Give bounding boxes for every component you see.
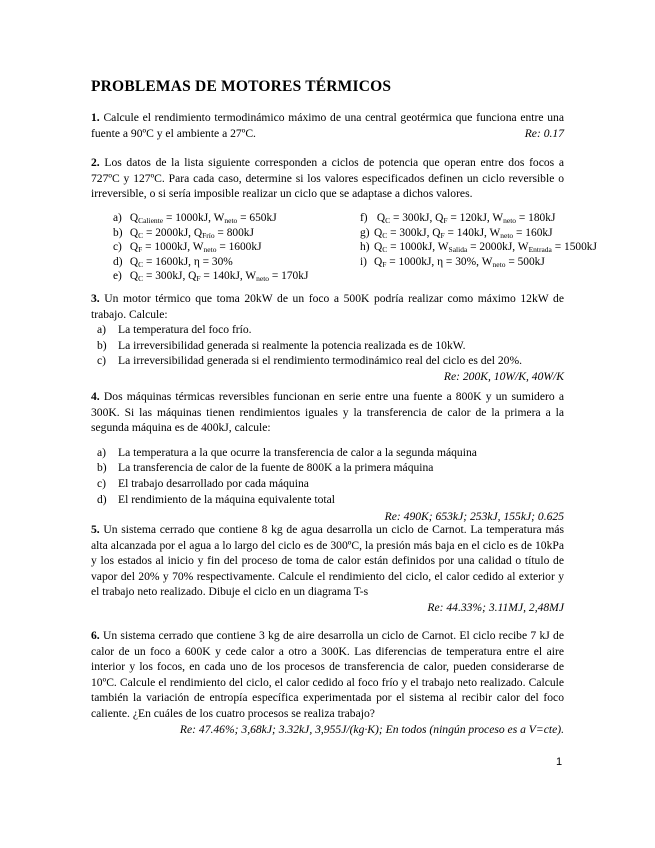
problem-6-text: Un sistema cerrado que contiene 3 kg de aire desarrolla un ciclo de Carnot. El ciclo recibe 7 kJ de calor de un foco a 600K y cede calor a otro a 300K. Las diferencias de temperatura entre el aire interior y los focos, en cada uno de los procesos de transferencia de calor, pueden considerarse de 10ºC. Calcule el rendimiento del ciclo, el calor cedido al foco frío y el trabajo neto realizado. Calcule también la variación de entropía específica experimentada por el sistema al recibir calor del foco caliente. ¿En cuáles de los cuatro procesos se realiza trabajo?: [91, 629, 564, 720]
list-item: b) La transferencia de calor de la fuente de 800K a la primera máquina: [97, 461, 434, 475]
list-item: c) El trabajo desarrollado por cada máquina: [97, 476, 309, 490]
problem-1: [91, 110, 564, 141]
problem-4-text: Dos máquinas térmicas reversibles funcionan en serie entre una fuente a 800K y un sumidero a 300K. Si las máquinas tienen rendimientos iguales y la transferencia de calor de la primera a la segunda máquina es de 400kJ, calcule:: [91, 390, 564, 435]
problem-2-row: [113, 240, 613, 255]
problem-3-number: 3.: [91, 292, 100, 305]
problem-2-item-c: c) $Q_F = 1000kJ$, $W_{neto} = 1600kJ$: [113, 241, 262, 255]
problem-4-number: 4.: [91, 390, 100, 403]
problem-3: [91, 291, 564, 385]
problem-2-item-i: i) $Q_F = 1000kJ$, η = 30%, $W_{neto} = 500kJ$: [360, 255, 545, 269]
problem-5-text: Un sistema cerrado que contiene 8 kg de agua desarrolla un ciclo de Carnot. La temperatura más alta alcanzada por el agua a lo largo del ciclo es de 300ºC, la presión más baja en el ciclo es de 10kPa y los estados al inicio y fin del proceso de toma de calor están definidos por una calidad o título de vapor del 20% y 70% respectivamente. Calcule el rendimiento del ciclo, el calor cedido al exterior y el trabajo neto realizado. Dibuje el ciclo en un diagrama T-s: [91, 523, 564, 599]
problem-2-item-a: a) $Q_{Caliente} = 1000kJ$, $W_{neto} = 650kJ$: [113, 212, 277, 225]
problem-2: [91, 155, 564, 202]
page-number: 1: [556, 756, 563, 768]
problem-2-item-grid: [113, 211, 613, 284]
problem-6-number: 6.: [91, 629, 100, 642]
problem-2-item-d: d) $Q_C = 1600kJ$, η = 30%: [113, 255, 233, 269]
problem-2-row: [113, 269, 613, 284]
list-item: d) El rendimiento de la máquina equivalente total: [97, 492, 335, 506]
problem-6-answer: Re: 47.46%; 3,68kJ; 3.32kJ, 3,955J/(kg·K); En todos (ningún proceso es a V=cte).: [179, 722, 564, 736]
problem-3-text: Un motor térmico que toma 20kW de un foco a 500K podría realizar como máximo 12kW de trabajo. Calcule:: [91, 292, 564, 321]
problem-5-answer: Re: 44.33%; 3.11MJ, 2,48MJ: [427, 600, 564, 614]
problem-4-list: [97, 445, 564, 507]
problem-2-row: [113, 211, 613, 226]
problem-2-item-b: b) $Q_C = 2000kJ$, $Q_{Frío} = 800kJ$: [113, 226, 254, 240]
problem-5: [91, 522, 564, 616]
problem-2-row: [113, 255, 613, 270]
problem-2-row: [113, 226, 613, 241]
problem-2-item-g: g) $Q_C = 300kJ$, $Q_F = 140kJ$, $W_{neto} = 160kJ$: [360, 226, 553, 240]
problem-3-answer: Re: 200K, 10W/K, 40W/K: [443, 369, 564, 383]
problem-2-item-f: f) $Q_C = 300kJ$, $Q_F = 120kJ$, $W_{neto} = 180kJ$: [360, 212, 556, 225]
problem-2-number: 2.: [91, 156, 100, 169]
problem-1-number: 1.: [91, 111, 100, 124]
problem-2-item-e: e) $Q_C = 300kJ$, $Q_F = 140kJ$, $W_{neto} = 170kJ$: [113, 270, 309, 284]
problem-6: [91, 628, 564, 737]
problem-1-answer: Re: 0.17: [524, 126, 564, 140]
problem-5-number: 5.: [91, 523, 100, 536]
problem-1-text: Calcule el rendimiento termodinámico máximo de una central geotérmica que funciona entre una fuente a 90ºC y el ambiente a 27ºC.: [91, 111, 564, 140]
list-item: a) La temperatura a la que ocurre la transferencia de calor a la segunda máquina: [97, 445, 477, 459]
list-item: a) La temperatura del foco frío.: [97, 323, 252, 337]
problem-4: [91, 389, 564, 525]
list-item: c) La irreversibilidad generada si el rendimiento termodinámico real del ciclo es del 20%.: [97, 354, 523, 368]
problem-4-answer: Re: 490K; 653kJ; 253kJ, 155kJ; 0.625: [384, 510, 564, 524]
page-title: PROBLEMAS DE MOTORES TÉRMICOS: [91, 78, 392, 95]
problem-3-list: [97, 322, 564, 369]
problem-2-text: Los datos de la lista siguiente corresponden a ciclos de potencia que operan entre dos focos a 727ºC y 127ºC. Para cada caso, determine si los valores especificados definen un ciclo reversible o irreversible, o si sería imposible realizar un ciclo que se adaptase a dichos valores.: [91, 156, 564, 201]
list-item: b) La irreversibilidad generada si realmente la potencia realizada es de 10kW.: [97, 338, 466, 352]
problem-2-item-h: h) $Q_C = 1000kJ$, $W_{Salida} = 2000kJ$, $W_{Entrada} = 1500kJ$: [360, 241, 597, 255]
